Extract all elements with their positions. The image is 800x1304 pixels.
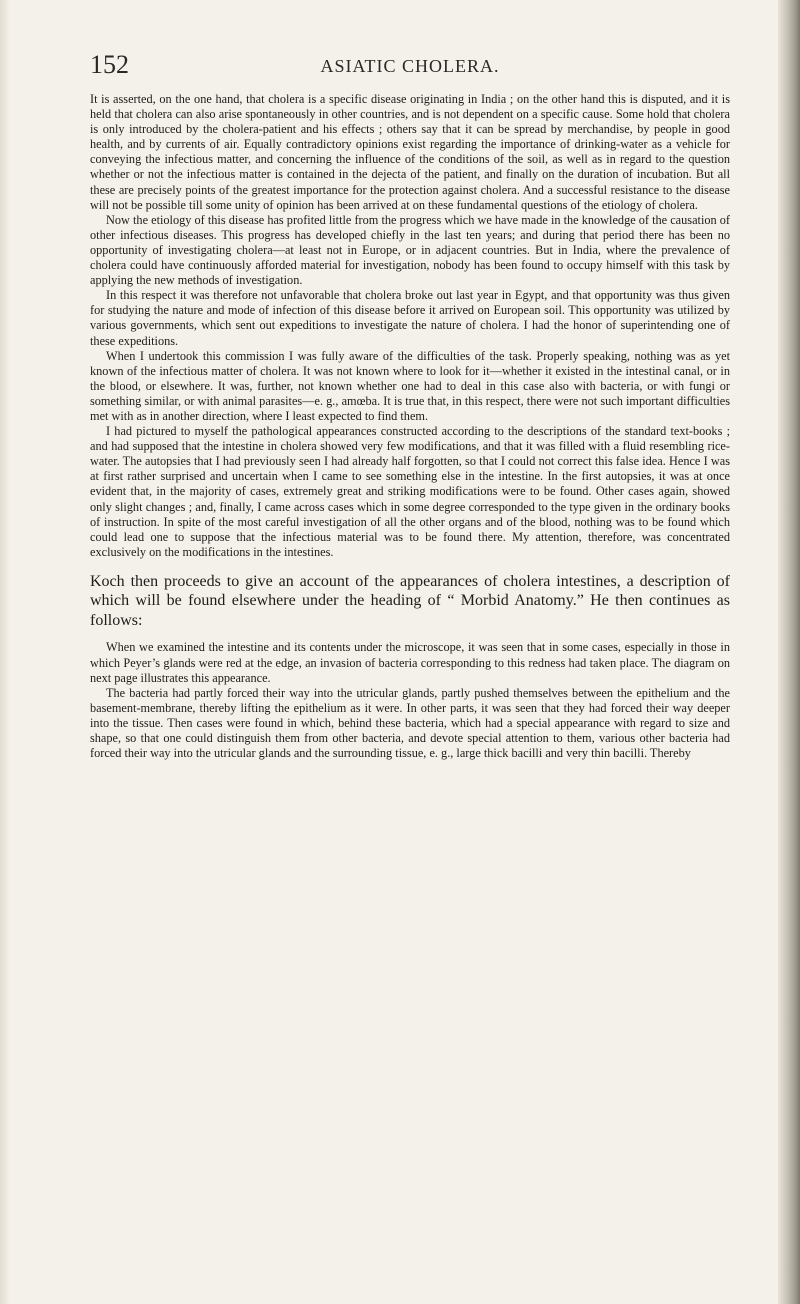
body-text <box>90 92 730 761</box>
page-edge <box>778 0 800 1304</box>
paragraph-large: Koch then proceeds to give an account of the appearances of cholera intestines, a description of which will be found elsewhere under the heading of “ Morbid Anatomy.” He then continues as follows: <box>90 572 730 629</box>
header-title: ASIATIC CHOLERA. <box>320 56 500 76</box>
paragraph: Now the etiology of this disease has profited little from the progress which we have made in the knowledge of the causation of other infectious diseases. This progress has developed chiefly in the last ten years; and during that period there has been no opportunity of investigating cholera—at least not in Europe, or in adjacent countries. But in India, where the prevalence of cholera could have continuously afforded material for investigation, nobody has been found to occupy himself with this task by applying the new methods of investigation. <box>90 212 730 288</box>
page-number: 152 <box>90 50 129 79</box>
paragraph: In this respect it was therefore not unfavorable that cholera broke out last year in Egypt, and that opportunity was thus given for studying the nature and mode of infection of this disease before it arrived on European soil. This opportunity was utilized by various governments, which sent out expeditions to investigate the nature of cholera. I had the honor of superintending one of these expeditions. <box>90 288 730 348</box>
paragraph: When we examined the intestine and its contents under the microscope, it was seen that in some cases, especially in those in which Peyer’s glands were red at the edge, an invasion of bacteria corresponding to this redness had taken place. The diagram on next page illustrates this appearance. <box>90 640 730 685</box>
editorial-interjection <box>90 572 730 631</box>
continued-section <box>90 640 730 761</box>
running-head <box>90 50 730 80</box>
paragraph: It is asserted, on the one hand, that cholera is a specific disease originating in India ; on the other hand this is disputed, and it is held that cholera can also arise spontaneously in other countries, and is not dependent on a specific cause. Some hold that cholera is only introduced by the cholera-patient and his effects ; others say that it can be spread by merchandise, by people in good health, and by currents of air. Equally contradictory opinions exist regarding the importance of drinking-water as a vehicle for conveying the infectious matter, and concerning the influence of the conditions of the soil, as well as in regard to the question whether or not the infectious matter is contained in the dejecta of the patient, and finally on the duration of incubation. But all these are precisely points of the greatest importance for the protection against cholera. And a successful resistance to the disease will not be possible till some unity of opinion has been arrived at on these fundamental questions of the etiology of cholera. <box>90 92 730 212</box>
page-gutter <box>0 0 10 1304</box>
opening-section <box>90 92 730 560</box>
paragraph: I had pictured to myself the pathological appearances constructed according to the descriptions of the standard text-books ; and had supposed that the intestine in cholera showed very few modifications, and that it was filled with a fluid resembling rice-water. The autopsies that I had previously seen I had already half forgotten, so that I could not correct this false idea. Hence I was at first rather surprised and uncertain when I came to see something else in the intestine. In the first autopsies, it was at once evident that, in the majority of cases, extremely great and striking modifications were to be found. Other cases again, showed only slight changes ; and, finally, I came across cases which in some degree corresponded to the type given in the ordinary books of instruction. In spite of the most careful investigation of all the other organs and of the blood, nothing was to be found which could lead one to suppose that the infectious material was to be found there. My attention, therefore, was concentrated exclusively on the modifications in the intestines. <box>90 424 730 559</box>
paragraph: When I undertook this commission I was fully aware of the difficulties of the task. Properly speaking, nothing was as yet known of the infectious matter of cholera. It was not known where to look for it—whether it existed in the intestinal canal, or in the blood, or elsewhere. It was, further, not known whether one had to deal in this case also with bacteria, or with fungi or something similar, or with animal parasites—e. g., amœba. It is true that, in this respect, there were not such important difficulties met with as in another direction, where I least expected to find them. <box>90 348 730 423</box>
paragraph: The bacteria had partly forced their way into the utricular glands, partly pushed themselves between the epithelium and the basement-membrane, thereby lifting the epithelium as it were. In other parts, it was seen that they had forced their way deeper into the tissue. Then cases were found in which, behind these bacteria, which had a special appearance with regard to size and shape, so that one could distinguish them from other bacteria, and devote special attention to them, various other bacteria had forced their way into the utricular glands and the surrounding tissue, e. g., large thick bacilli and very thin bacilli. Thereby <box>90 685 730 761</box>
